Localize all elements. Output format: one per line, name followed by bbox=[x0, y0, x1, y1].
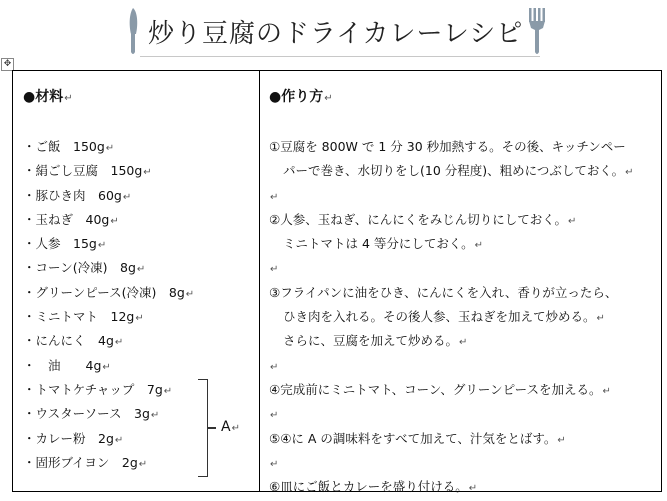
empty-line: ↵ bbox=[270, 191, 279, 203]
empty-line: ↵ bbox=[270, 410, 279, 422]
list-item: ・にんにく 4g↵ bbox=[23, 333, 124, 349]
list-item: ・トマトケチャップ 7g↵ bbox=[23, 381, 173, 397]
ingredient-list bbox=[23, 135, 194, 475]
list-item: ・ミニトマト 12g↵ bbox=[23, 309, 144, 325]
list-item: ・カレー粉 2g↵ bbox=[23, 430, 124, 446]
method-column bbox=[269, 85, 659, 495]
title-underline bbox=[140, 56, 540, 57]
move-handle-icon[interactable]: ✥ bbox=[1, 58, 14, 71]
empty-line: ↵ bbox=[270, 361, 279, 373]
recipe-table bbox=[12, 70, 662, 495]
list-item: ・玉ねぎ 40g↵ bbox=[23, 211, 119, 227]
step-line: ⑤④に A の調味料をすべて加えて、汁気をとばす。↵ bbox=[269, 430, 566, 446]
list-item: ・固形ブイヨン 2g↵ bbox=[23, 454, 148, 470]
step-line: ③フライパンに油をひき、にんにくを入れ、香りが立ったら、 bbox=[269, 284, 618, 300]
group-bracket bbox=[198, 379, 208, 477]
ingredients-heading: ●材料↵ bbox=[23, 89, 73, 105]
list-item: ・ウスターソース 3g↵ bbox=[23, 406, 160, 422]
list-item: ・豚ひき肉 60g↵ bbox=[23, 187, 132, 203]
fork-icon bbox=[527, 6, 547, 56]
empty-line: ↵ bbox=[270, 264, 279, 276]
step-line: ひき肉を入れる。その後人参、玉ねぎを加えて炒める。↵ bbox=[283, 309, 605, 325]
step-line: ②人参、玉ねぎ、にんにくをみじん切りにしておく。↵ bbox=[269, 211, 577, 227]
step-line: ⑥皿にご飯とカレーを盛り付ける。↵ bbox=[269, 479, 478, 495]
method-heading: ●作り方↵ bbox=[269, 89, 333, 105]
list-item: ・人参 15g↵ bbox=[23, 236, 107, 252]
ingredients-column bbox=[23, 85, 253, 470]
column-divider bbox=[259, 71, 260, 491]
group-label: A↵ bbox=[221, 419, 240, 435]
group-bracket-tick bbox=[208, 427, 216, 429]
list-item: ・絹ごし豆腐 150g↵ bbox=[23, 163, 152, 179]
step-line: ミニトマトは 4 等分にしておく。↵ bbox=[283, 236, 484, 252]
list-item: ・コーン(冷凍) 8g↵ bbox=[23, 260, 146, 276]
step-line: ①豆腐を 800W で 1 分 30 秒加熱する。その後、キッチンペー bbox=[269, 139, 626, 154]
list-item: ・ご飯 150g↵ bbox=[23, 139, 115, 154]
title-area bbox=[0, 0, 667, 60]
knife-icon bbox=[126, 6, 140, 56]
list-item: ・ 油 4g↵ bbox=[23, 357, 111, 373]
step-line: さらに、豆腐を加えて炒める。↵ bbox=[283, 333, 468, 349]
method-steps bbox=[269, 135, 634, 499]
page-title: 炒り豆腐のドライカレーレシピ bbox=[148, 19, 524, 49]
empty-line: ↵ bbox=[270, 458, 279, 470]
step-line: ④完成前にミニトマト、コーン、グリーンピースを加える。↵ bbox=[269, 381, 611, 397]
list-item: ・グリーンピース(冷凍) 8g↵ bbox=[23, 284, 195, 300]
step-line: パーで巻き、水切りをし(10 分程度)、粗めにつぶしておく。↵ bbox=[283, 163, 634, 179]
